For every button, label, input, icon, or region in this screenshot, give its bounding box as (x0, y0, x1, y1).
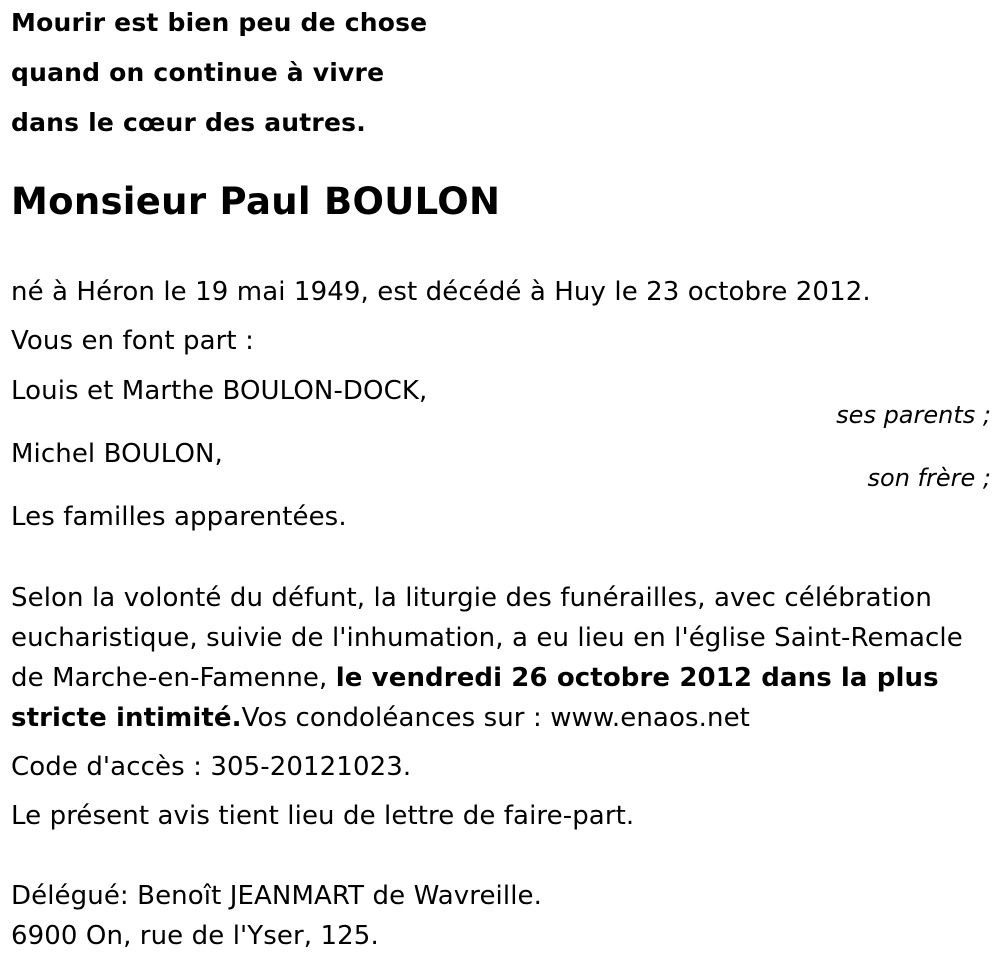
notice-line: Le présent avis tient lieu de lettre de faire-part. (11, 801, 635, 831)
families-line: Les familles apparentées. (11, 502, 347, 532)
funeral-text: Selon la volonté du défunt, la liturgie des funérailles, avec célébration eucharistique, suivie de l'inhumation, a eu lieu en l'église Saint-Remacle de Marche-en-Famenne, (11, 583, 963, 693)
address-line: 6900 On, rue de l'Yser, 125. (11, 921, 379, 951)
access-code: Code d'accès : 305-20121023. (11, 752, 412, 782)
family-member-parents: Louis et Marthe BOULON-DOCK, (11, 376, 428, 406)
funeral-date-bold: le vendredi 26 octobre 2012 dans la plus stricte intimité. (11, 663, 939, 733)
announce-intro: Vous en font part : (11, 326, 254, 356)
quote-line-1: Mourir est bien peu de chose (11, 8, 428, 37)
family-member-brother: Michel BOULON, (11, 439, 223, 469)
deceased-name: Monsieur Paul BOULON (11, 180, 501, 223)
funeral-paragraph (11, 578, 986, 738)
quote-line-3: dans le cœur des autres. (11, 108, 366, 137)
condolences-text: Vos condoléances sur : www.enaos.net (241, 703, 750, 733)
birth-death-line: né à Héron le 19 mai 1949, est décédé à Huy le 23 octobre 2012. (11, 277, 871, 307)
relation-parents: ses parents ; (836, 401, 991, 429)
quote-line-2: quand on continue à vivre (11, 58, 385, 87)
relation-brother: son frère ; (867, 464, 991, 492)
delegate-line: Délégué: Benoît JEANMART de Wavreille. (11, 881, 542, 911)
